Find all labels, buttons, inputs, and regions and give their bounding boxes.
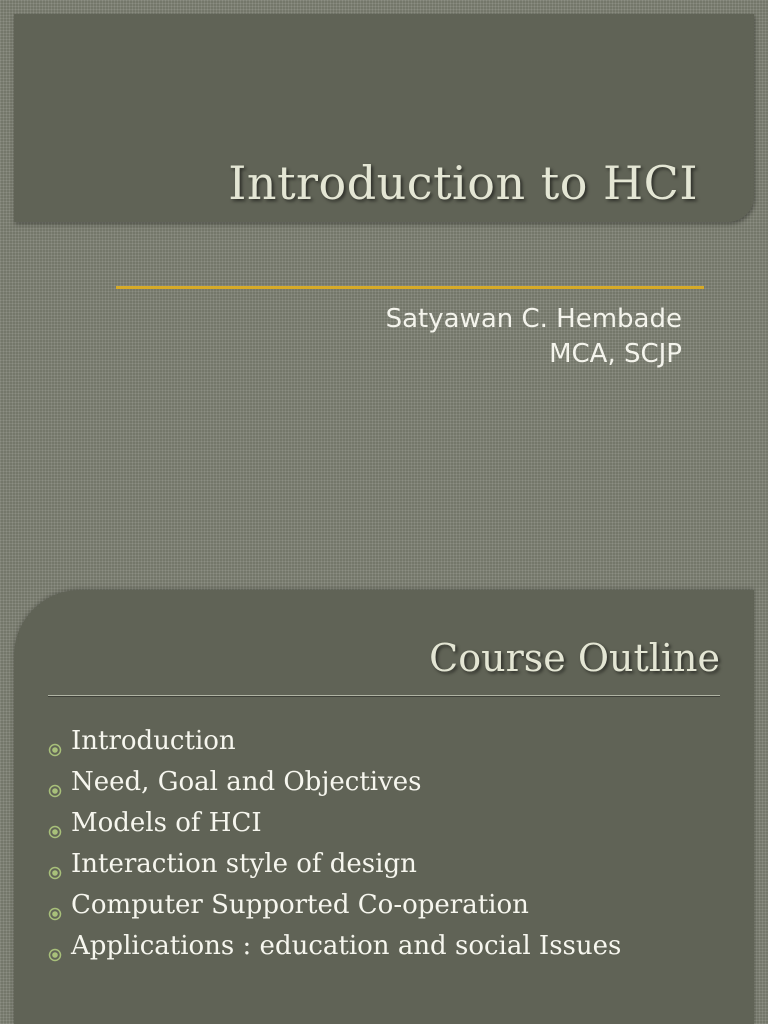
title-rule	[48, 695, 720, 696]
slide-title: Introduction to HCI	[228, 156, 698, 210]
list-item	[48, 720, 621, 761]
title-band	[14, 14, 754, 222]
list-item	[48, 884, 621, 925]
list-item	[48, 802, 621, 843]
author-name: Satyawan C. Hembade	[385, 304, 682, 334]
accent-divider	[116, 286, 704, 289]
list-item-text: Need, Goal and Objectives	[71, 766, 422, 797]
outline-title: Course Outline	[429, 636, 720, 680]
list-item-text: Computer Supported Co-operation	[71, 889, 529, 920]
list-item	[48, 761, 621, 802]
circle-bullet-icon	[48, 816, 62, 830]
subtitle-block	[386, 302, 682, 372]
outline-slide	[0, 512, 768, 1024]
course-outline-list	[48, 720, 621, 966]
list-item	[48, 925, 621, 966]
circle-bullet-icon	[48, 857, 62, 871]
list-item-text: Introduction	[71, 725, 236, 756]
circle-bullet-icon	[48, 898, 62, 912]
circle-bullet-icon	[48, 734, 62, 748]
list-item-text: Interaction style of design	[71, 848, 417, 879]
list-item	[48, 843, 621, 884]
circle-bullet-icon	[48, 939, 62, 953]
circle-bullet-icon	[48, 775, 62, 789]
author-credentials: MCA, SCJP	[549, 339, 682, 369]
list-item-text: Applications : education and social Issues	[71, 930, 622, 961]
list-item-text: Models of HCI	[71, 807, 262, 838]
